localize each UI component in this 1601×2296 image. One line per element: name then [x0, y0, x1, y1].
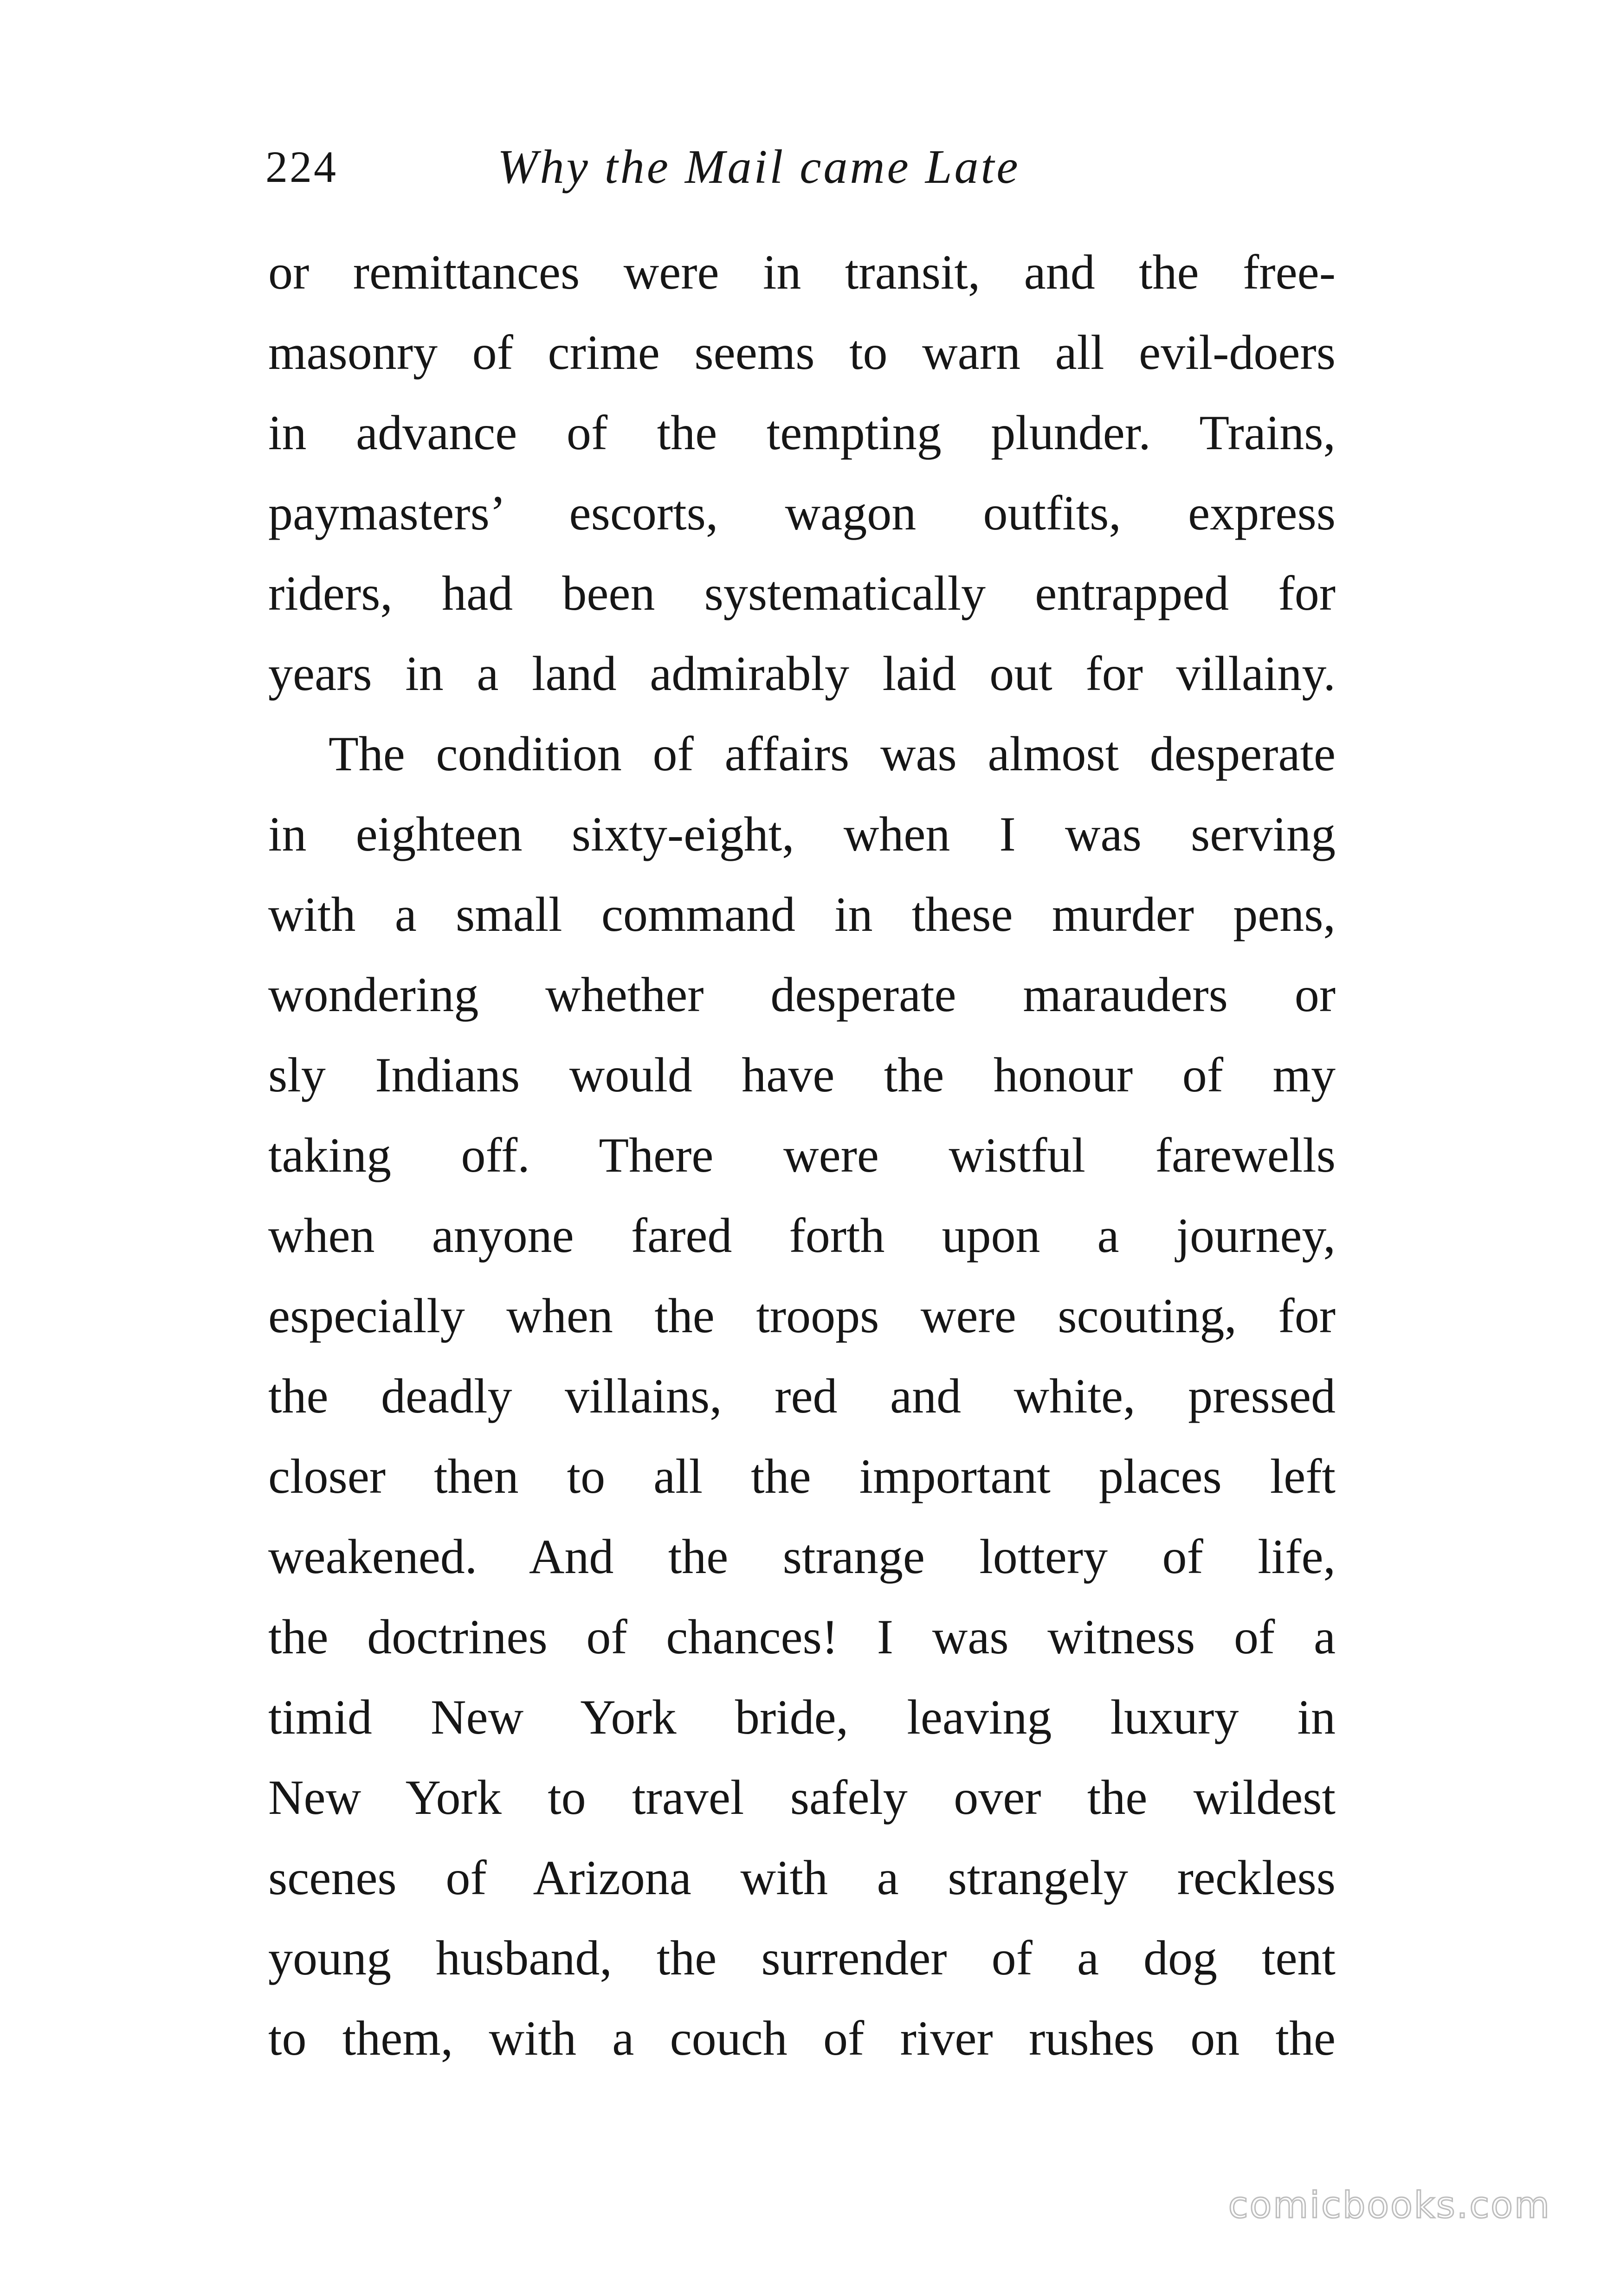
text-line: New York to travel safely over the wildest — [268, 1770, 1336, 1825]
text-line: wondering whether desperate marauders or — [268, 967, 1336, 1022]
text-line: when anyone fared forth upon a journey, — [268, 1208, 1336, 1263]
text-line: the doctrines of chances! I was witness of a — [268, 1610, 1336, 1664]
body-text — [268, 232, 1336, 2078]
text-line: or remittances were in transit, and the free- — [268, 245, 1336, 299]
page-number: 224 — [265, 142, 338, 192]
text-line: riders, had been systematically entrapped for — [268, 566, 1336, 620]
text-line: the deadly villains, red and white, pressed — [268, 1369, 1336, 1423]
text-line: taking off. There were wistful farewells — [268, 1128, 1336, 1182]
text-line: to them, with a couch of river rushes on the — [268, 2011, 1336, 2065]
text-line: weakened. And the strange lottery of life, — [268, 1529, 1336, 1584]
text-line: in eighteen sixty-eight, when I was serving — [268, 807, 1336, 861]
text-line: especially when the troops were scouting, for — [268, 1289, 1336, 1343]
running-head — [265, 135, 1333, 200]
watermark: comicbooks.com — [1228, 2185, 1551, 2226]
text-line: with a small command in these murder pens, — [268, 887, 1336, 942]
text-line: paymasters’ escorts, wagon outfits, express — [268, 486, 1336, 540]
text-line: years in a land admirably laid out for villainy. — [268, 646, 1336, 701]
text-line: sly Indians would have the honour of my — [268, 1048, 1336, 1102]
running-title: Why the Mail came Late — [497, 140, 1020, 193]
text-line: closer then to all the important places left — [268, 1449, 1336, 1503]
text-line: in advance of the tempting plunder. Trains, — [268, 406, 1336, 460]
text-line: scenes of Arizona with a strangely reckless — [268, 1851, 1336, 1905]
text-line: young husband, the surrender of a dog tent — [268, 1931, 1336, 1985]
paragraph-first-line: The condition of affairs was almost desperate — [329, 727, 1336, 781]
text-line: masonry of crime seems to warn all evil-doers — [268, 325, 1336, 380]
text-line: timid New York bride, leaving luxury in — [268, 1690, 1336, 1744]
